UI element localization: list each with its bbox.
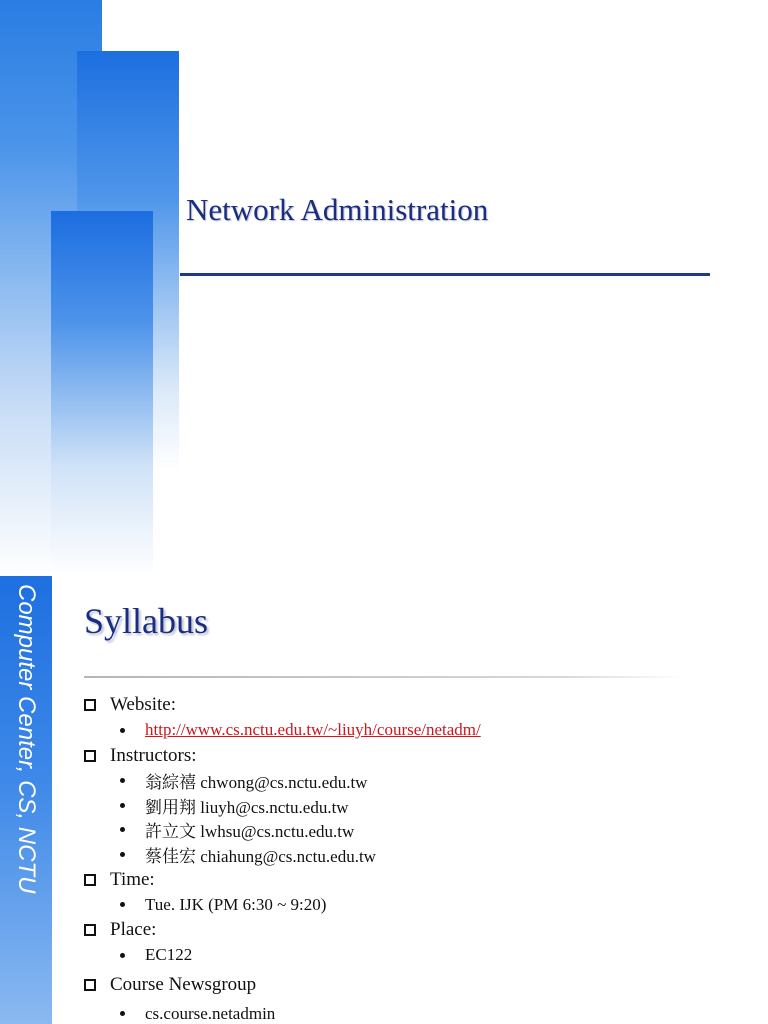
checkbox-bullet-icon [84, 699, 96, 711]
bullet-icon [120, 902, 125, 907]
bullet-icon [120, 827, 125, 832]
course-website-link[interactable]: http://www.cs.nctu.edu.tw/~liuyh/course/netadm/ [145, 720, 481, 740]
list-item [84, 818, 744, 843]
title-underline [180, 273, 710, 276]
section-time [84, 867, 744, 893]
section-instructors [84, 743, 744, 769]
bullet-icon [120, 778, 125, 783]
section-place [84, 917, 744, 943]
list-item [84, 893, 744, 918]
section-label: Website: [110, 694, 177, 715]
list-item [84, 1002, 744, 1024]
checkbox-bullet-icon [84, 979, 96, 991]
bullet-icon [120, 1011, 125, 1016]
side-label: Computer Center, CS, NCTU [13, 584, 40, 894]
list-item [84, 793, 744, 818]
bullet-icon [120, 953, 125, 958]
list-item [84, 718, 744, 743]
syllabus-content [84, 692, 744, 1024]
title-divider [84, 676, 684, 678]
bullet-icon [120, 852, 125, 857]
section-website [84, 692, 744, 718]
newsgroup-entry: cs.course.netadmin [145, 1003, 276, 1023]
bullet-icon [120, 728, 125, 733]
time-entry: Tue. IJK (PM 6:30 ~ 9:20) [145, 894, 327, 914]
instructor-entry: 翁綜禧 chwong@cs.nctu.edu.tw [145, 773, 368, 793]
checkbox-bullet-icon [84, 874, 96, 886]
place-entry: EC122 [145, 945, 193, 965]
instructor-entry: 許立文 lwhsu@cs.nctu.edu.tw [145, 822, 355, 842]
checkbox-bullet-icon [84, 924, 96, 936]
side-band [0, 576, 52, 1024]
checkbox-bullet-icon [84, 750, 96, 762]
list-item [84, 769, 744, 794]
instructor-entry: 劉用翔 liuyh@cs.nctu.edu.tw [145, 797, 349, 817]
slide-title: Network Administration [186, 192, 489, 227]
decor-gradient-bar [51, 211, 153, 576]
section-label: Instructors: [110, 744, 197, 766]
list-item [84, 943, 744, 968]
section-label: Place: [110, 919, 157, 940]
slide-title: Syllabus [84, 601, 209, 641]
instructor-entry: 蔡佳宏 chiahung@cs.nctu.edu.tw [145, 846, 376, 866]
section-label: Time: [110, 868, 155, 890]
syllabus-slide [0, 576, 768, 1024]
list-item [84, 842, 744, 867]
section-newsgroup [84, 972, 744, 998]
bullet-icon [120, 803, 125, 808]
section-label: Course Newsgroup [110, 973, 257, 995]
